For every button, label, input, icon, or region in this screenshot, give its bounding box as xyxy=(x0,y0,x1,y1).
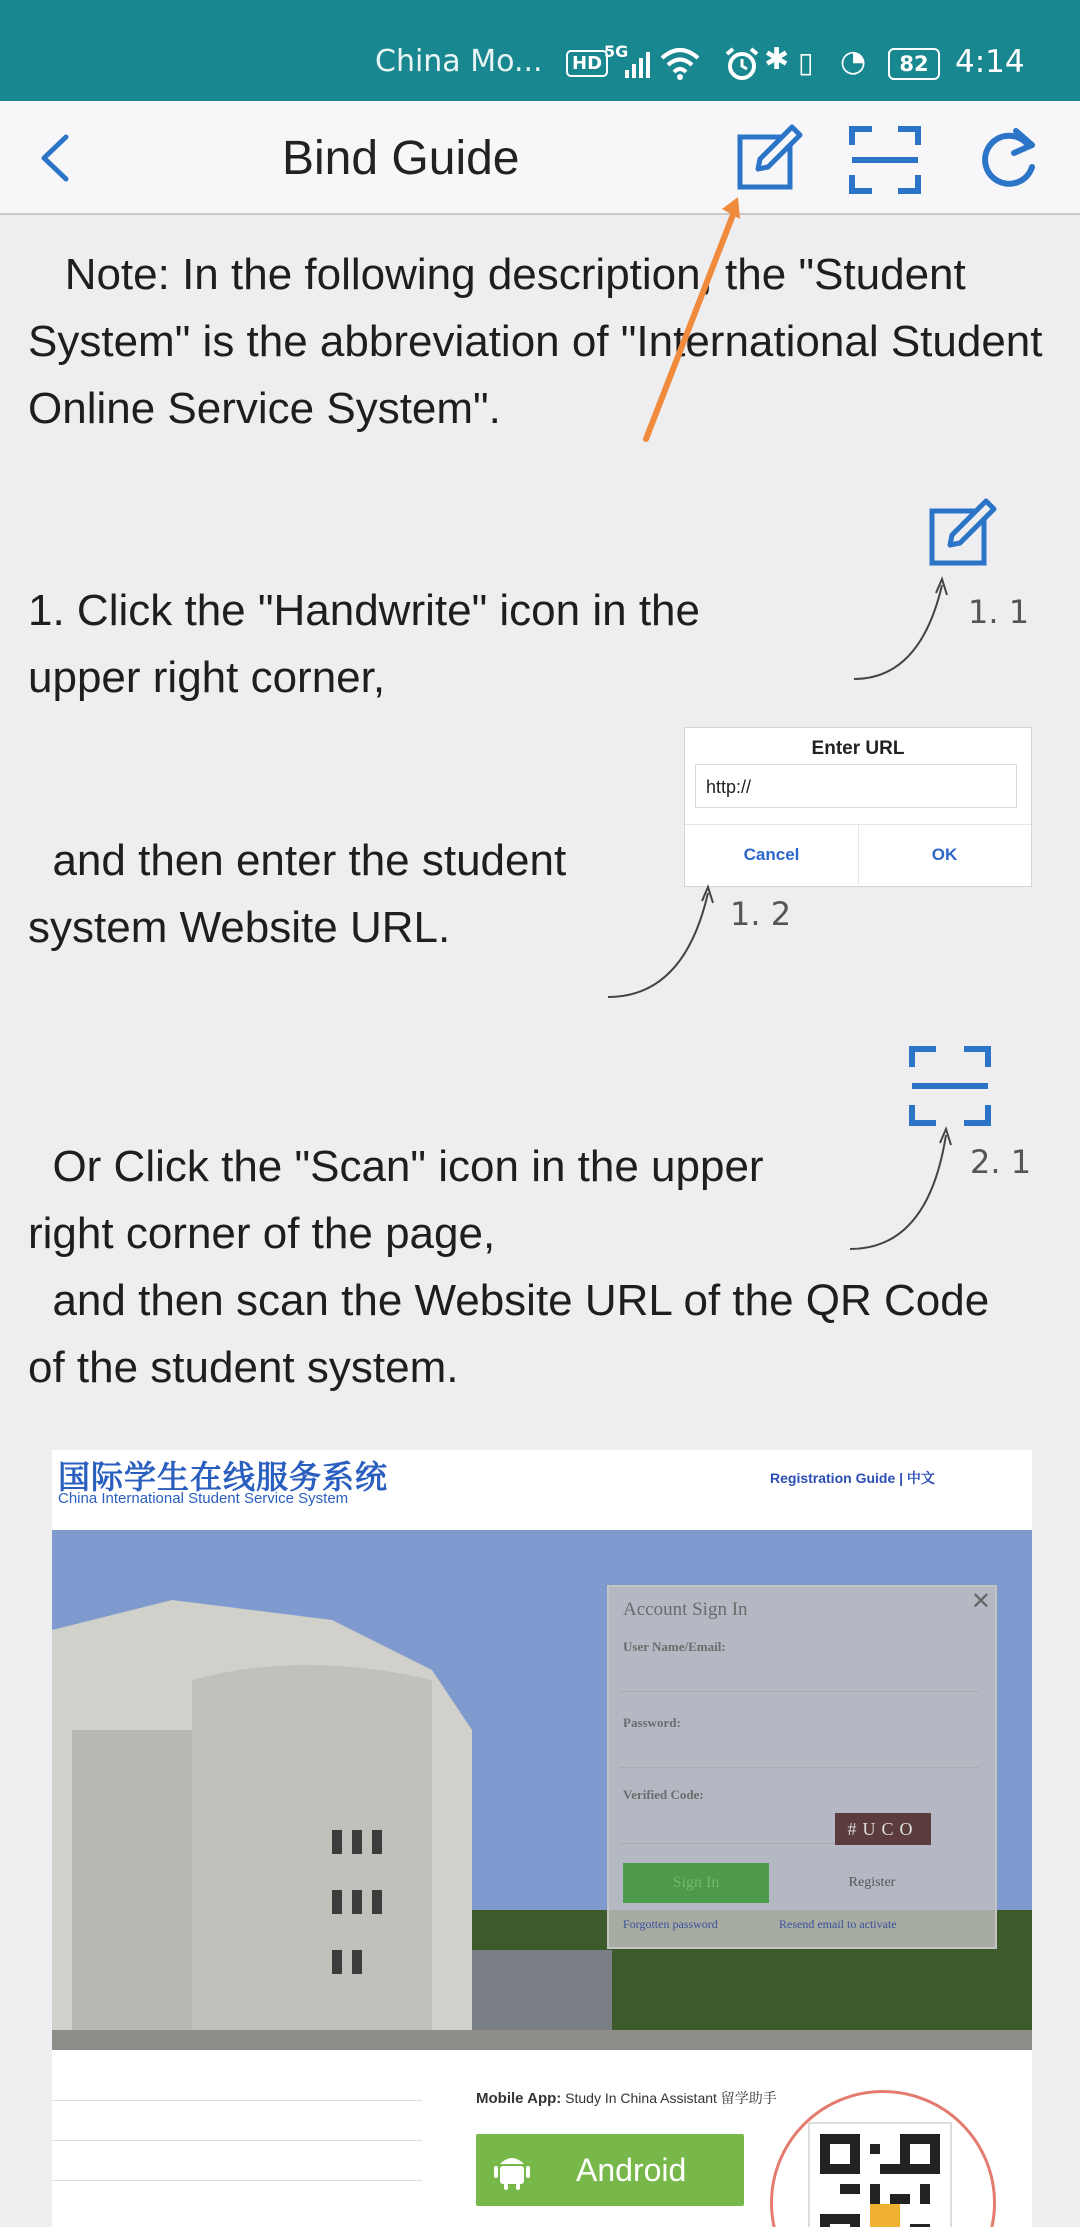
site-logo-chinese: 国际学生在线服务系统 xyxy=(58,1459,389,1495)
note-text: Note: In the following description, the "Student System" is the abbreviation of "International Student Online Service System". xyxy=(28,250,1055,433)
login-title: Account Sign In xyxy=(623,1599,748,1620)
label-1-1: 1. 1 xyxy=(968,593,1030,631)
navigation-bar xyxy=(0,101,1080,215)
step-1-text: 1. Click the "Handwrite" icon in the upper right corner, xyxy=(28,586,713,702)
android-download-button-illustration xyxy=(476,2134,744,2206)
hd-badge: HD xyxy=(566,50,608,77)
scan-icon-illustration xyxy=(908,1045,992,1127)
divider xyxy=(52,2140,422,2141)
handwrite-icon-illustration xyxy=(928,497,1000,569)
mobile-app-name: Study In China Assistant 留学助手 xyxy=(565,2090,777,2106)
divider xyxy=(52,2180,422,2181)
url-input-illustration: http:// xyxy=(695,764,1017,808)
battery-icon: 82 xyxy=(888,48,940,80)
register-button-illustration: Register xyxy=(848,1875,896,1890)
carrier-name: China Mo... xyxy=(375,44,543,79)
signal-icon xyxy=(624,50,654,78)
handwrite-icon[interactable] xyxy=(736,123,806,193)
callout-arrow-2-1 xyxy=(846,1125,956,1255)
label-1-2: 1. 2 xyxy=(730,895,792,933)
verify-code-label: Verified Code: xyxy=(623,1787,704,1802)
orange-pointer-arrow xyxy=(636,191,756,491)
login-panel-illustration xyxy=(607,1585,997,1949)
mobile-app-row xyxy=(476,2088,777,2108)
step-2b-text: and then scan the Website URL of the QR Code of the student system. xyxy=(28,1276,1002,1392)
qr-code-image xyxy=(808,2122,952,2227)
student-system-website-screenshot xyxy=(52,1450,1032,2227)
dialog-ok-button: OK xyxy=(931,845,958,864)
mobile-app-label: Mobile App: xyxy=(476,2090,562,2107)
label-2-1: 2. 1 xyxy=(970,1143,1032,1181)
status-bar xyxy=(0,0,1080,101)
vibrate-icon: ▯ xyxy=(798,46,814,79)
username-label: User Name/Email: xyxy=(623,1639,726,1654)
scan-icon[interactable] xyxy=(848,125,922,195)
callout-arrow-1-2 xyxy=(604,883,724,1003)
page-title: Bind Guide xyxy=(282,132,520,185)
android-icon xyxy=(494,2150,530,2190)
android-label: Android xyxy=(576,2152,687,2188)
signin-button-illustration: Sign In xyxy=(623,1863,769,1903)
captcha-image: #UCO xyxy=(835,1813,931,1845)
password-label: Password: xyxy=(623,1715,681,1730)
site-top-links: Registration Guide | 中文 xyxy=(770,1470,935,1486)
close-icon: ✕ xyxy=(970,1589,991,1615)
back-arrow-icon[interactable] xyxy=(36,133,76,183)
dialog-title: Enter URL xyxy=(811,738,905,759)
speedometer-icon: ◔ xyxy=(840,44,867,79)
enter-url-dialog-illustration xyxy=(684,727,1032,887)
clock: 4:14 xyxy=(955,44,1025,80)
guide-content xyxy=(0,215,1080,2227)
step-1b-text: and then enter the student system Website URL. xyxy=(28,836,579,952)
bluetooth-icon: ✱ xyxy=(764,42,790,77)
dialog-buttons xyxy=(685,824,1031,885)
network-type: 5G xyxy=(604,42,629,61)
password-field-illustration xyxy=(619,1737,979,1768)
callout-arrow-1-1 xyxy=(850,575,950,685)
resend-email-link: Resend email to activate xyxy=(779,1917,897,1931)
dialog-cancel-button: Cancel xyxy=(685,825,859,885)
forgot-password-link: Forgotten password xyxy=(623,1917,718,1931)
alarm-icon xyxy=(724,46,760,82)
site-logo-english: China International Student Service System xyxy=(58,1490,349,1507)
divider xyxy=(52,2100,422,2101)
verify-code-field-illustration xyxy=(619,1809,839,1844)
refresh-icon[interactable] xyxy=(974,123,1044,195)
wifi-icon xyxy=(660,46,700,80)
username-field-illustration xyxy=(619,1661,979,1692)
step-2-text: Or Click the "Scan" icon in the upper right corner of the page, xyxy=(28,1142,776,1258)
